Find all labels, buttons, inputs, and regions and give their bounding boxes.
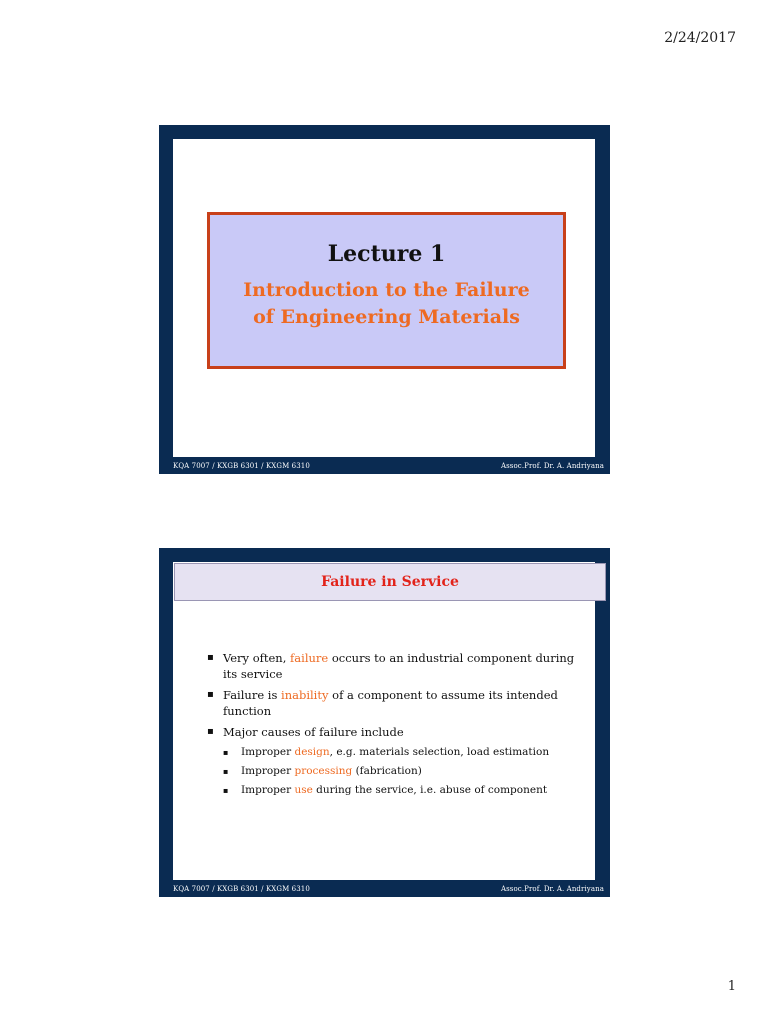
bullet-text: Very often, xyxy=(223,651,291,665)
author-credit: Assoc.Prof. Dr. A. Andriyana xyxy=(500,461,604,470)
bullet-text: Improper xyxy=(241,765,295,777)
slide-heading: Failure in Service xyxy=(174,563,606,601)
lecture-subtitle-line-1: Introduction to the Failure xyxy=(243,279,530,301)
slide-footer xyxy=(173,882,604,895)
slide-content-area xyxy=(173,562,595,880)
bullet-text: Improper xyxy=(241,784,295,796)
author-credit: Assoc.Prof. Dr. A. Andriyana xyxy=(500,884,604,893)
bullet-text: (fabrication) xyxy=(352,765,422,777)
slide-failure-in-service xyxy=(159,548,610,897)
highlight-term: design xyxy=(294,746,330,758)
page-date: 2/24/2017 xyxy=(664,30,736,46)
bullet-text: , e.g. materials selection, load estimation xyxy=(329,746,550,758)
course-codes: KQA 7007 / KXGB 6301 / KXGM 6310 xyxy=(173,884,310,893)
sub-bullet-item xyxy=(223,782,587,799)
sub-bullet-list xyxy=(223,744,587,799)
lecture-subtitle xyxy=(210,277,563,331)
lecture-title-box xyxy=(207,212,566,369)
highlight-term: inability xyxy=(281,688,329,702)
bullet-item xyxy=(207,724,587,799)
sub-bullet-item xyxy=(223,744,587,761)
bullet-text: occurs to an industrial component during its service xyxy=(223,651,575,681)
lecture-title: Lecture 1 xyxy=(327,241,446,267)
bullet-text: Improper xyxy=(241,746,295,758)
bullet-text: Major causes of failure include xyxy=(223,725,404,739)
bullet-item xyxy=(207,687,587,719)
highlight-term: failure xyxy=(290,651,329,665)
highlight-term: processing xyxy=(294,765,353,777)
bullet-text: of a component to assume its intended function xyxy=(223,688,558,718)
bullet-list xyxy=(207,650,587,804)
bullet-text: during the service, i.e. abuse of component xyxy=(312,784,548,796)
course-codes: KQA 7007 / KXGB 6301 / KXGM 6310 xyxy=(173,461,310,470)
slide-content-area xyxy=(173,139,595,457)
page-number: 1 xyxy=(727,979,736,994)
slide-footer xyxy=(173,459,604,472)
highlight-term: use xyxy=(294,784,313,796)
slide-title xyxy=(159,125,610,474)
sub-bullet-item xyxy=(223,763,587,780)
lecture-subtitle-line-2: of Engineering Materials xyxy=(253,306,520,328)
bullet-text: Failure is xyxy=(223,688,282,702)
bullet-item xyxy=(207,650,587,682)
